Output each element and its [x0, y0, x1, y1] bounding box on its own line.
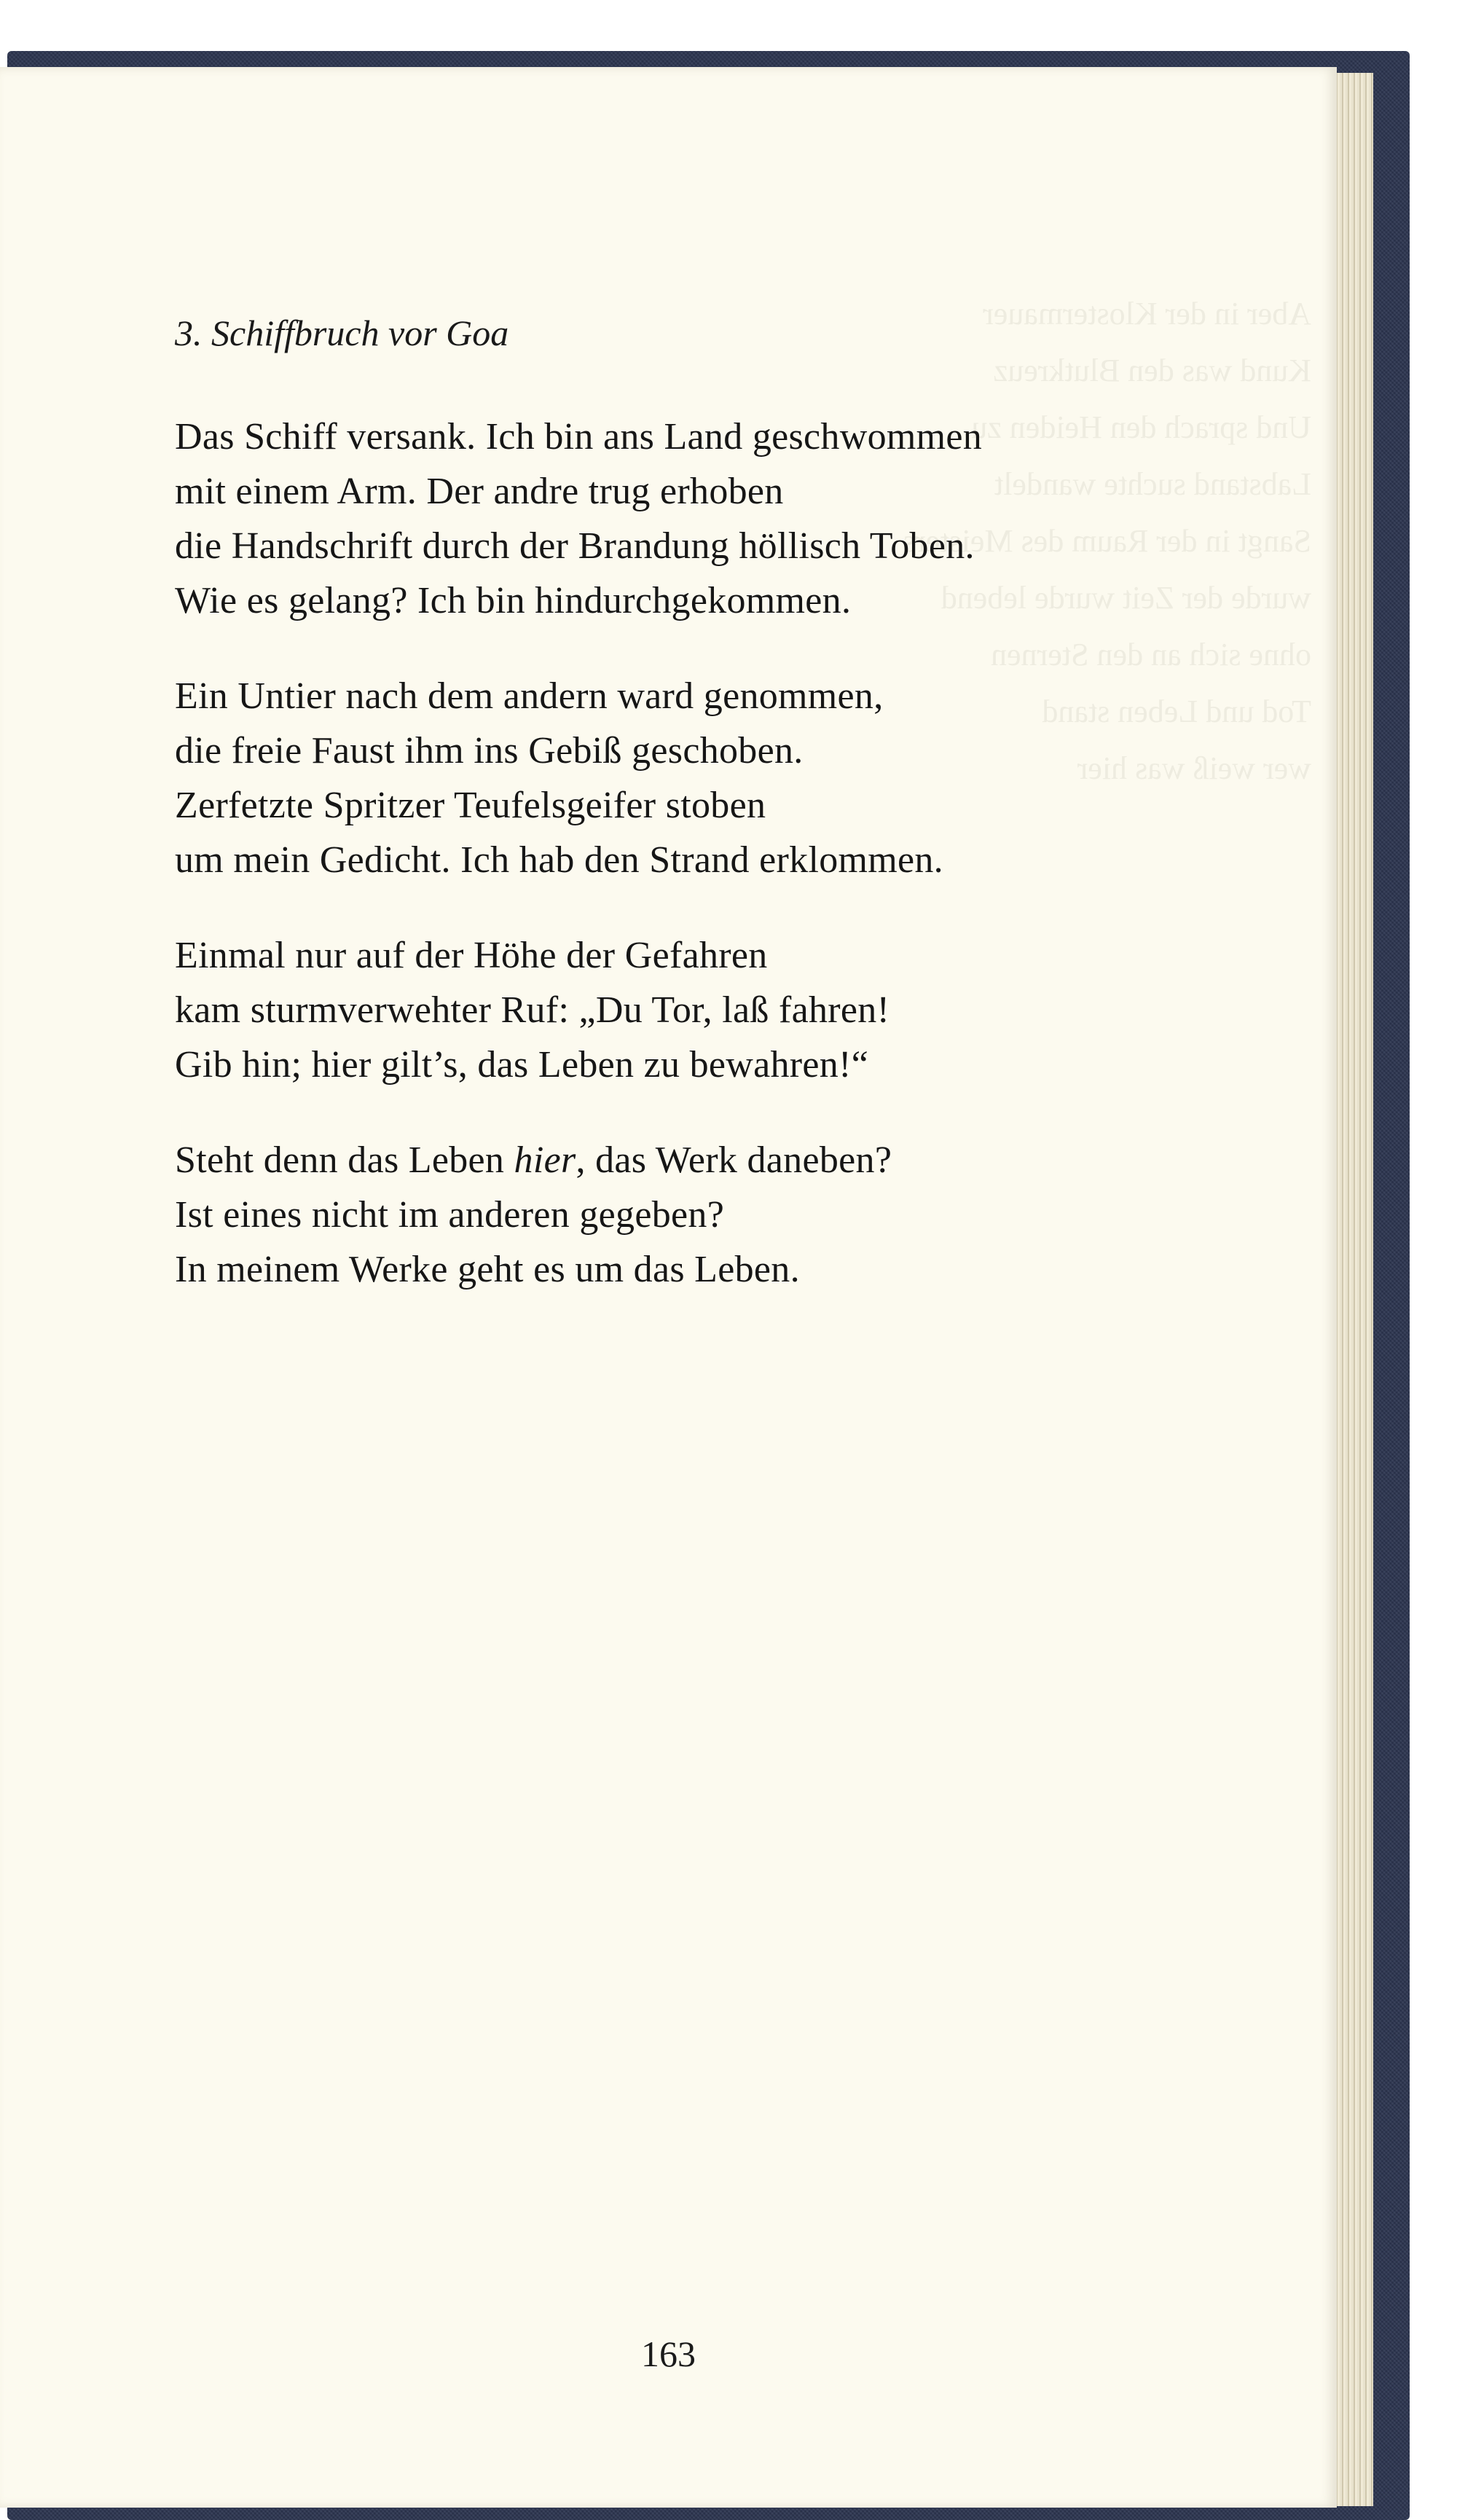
poem	[175, 307, 1297, 1338]
stanza-4	[175, 1133, 1297, 1297]
show-through-text: Aber in der Klostermauer Kund was den Blutkreuz Und sprach den Heiden zu Labstand suchte wandelt Sangt in der Raum des Meisters wurde der Zeit wurde lebend ohne sich an den Sternen Tod und Leben stand wer weiß was hier	[903, 296, 1311, 786]
book-page	[0, 67, 1337, 2508]
poem-line: die Handschrift durch der Brandung höllisch Toben.	[175, 525, 975, 567]
poem-line: In meinem Werke geht es um das Leben.	[175, 1249, 800, 1290]
stanza-3	[175, 928, 1297, 1092]
poem-line: Ist eines nicht im anderen gegeben?	[175, 1194, 725, 1236]
poem-line	[175, 1133, 1297, 1188]
poem-line: Wie es gelang? Ich bin hindurchgekommen.	[175, 580, 852, 621]
poem-line: mit einem Arm. Der andre trug erhoben	[175, 471, 784, 512]
page-number: 163	[641, 2333, 696, 2374]
emphasized-word: hier	[514, 1139, 576, 1181]
section-title: 3. Schiffbruch vor Goa	[175, 313, 509, 353]
poem-line: Zerfetzte Spritzer Teufelsgeifer stoben	[175, 785, 766, 826]
stanza-2	[175, 669, 1297, 887]
stanza-1	[175, 409, 1297, 628]
poem-line: um mein Gedicht. Ich hab den Strand erklommen.	[175, 839, 943, 881]
line-text: , das Werk daneben?	[576, 1139, 892, 1181]
poem-line: Einmal nur auf der Höhe der Gefahren	[175, 935, 768, 976]
poem-line: Ein Untier nach dem andern ward genommen,	[175, 675, 884, 717]
poem-line: Das Schiff versank. Ich bin ans Land geschwommen	[175, 416, 983, 458]
poem-line: die freie Faust ihm ins Gebiß geschoben.	[175, 730, 804, 772]
poem-line: kam sturmverwehter Ruf: „Du Tor, laß fahren!	[175, 989, 890, 1031]
poem-line: Gib hin; hier gilt’s, das Leben zu bewahren!“	[175, 1044, 869, 1086]
line-text: Steht denn das Leben	[175, 1139, 514, 1181]
